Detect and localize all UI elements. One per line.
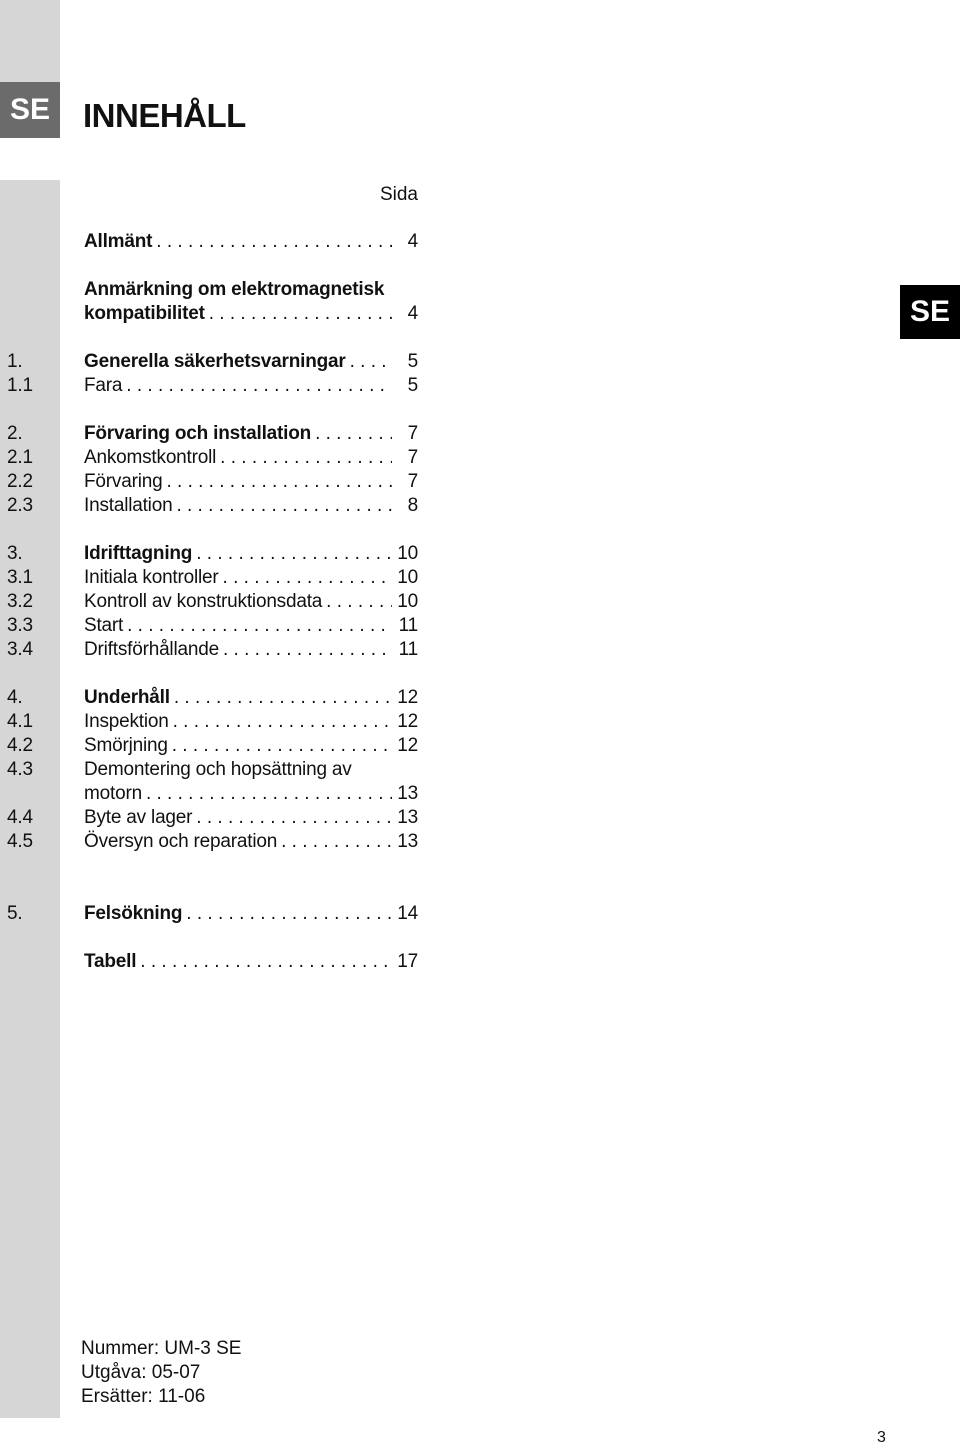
toc-entry-number: 5. bbox=[7, 903, 23, 924]
toc-entry-page: 10 bbox=[397, 567, 418, 588]
toc-entry-title: Demontering och hopsättning av bbox=[84, 759, 352, 780]
toc-entry-title: Tabell bbox=[84, 951, 137, 972]
toc-entry-2[interactable] bbox=[7, 422, 418, 446]
leader-dots bbox=[162, 470, 392, 494]
leader-dots bbox=[142, 782, 392, 806]
leader-dots bbox=[219, 566, 392, 590]
toc-entry-page: 5 bbox=[407, 375, 418, 396]
leader-dots bbox=[216, 446, 392, 470]
toc-entry-number: 4. bbox=[7, 687, 23, 708]
toc-entry-page: 11 bbox=[398, 639, 418, 660]
document-edition: Utgåva: 05-07 bbox=[81, 1362, 201, 1383]
toc-entry-title: Inspektion bbox=[84, 711, 169, 732]
toc-entry-4-2[interactable] bbox=[7, 734, 418, 758]
toc-entry-title: Förvaring och installation bbox=[84, 423, 312, 444]
leader-dots bbox=[122, 374, 392, 398]
toc-entry-page: 5 bbox=[407, 351, 418, 372]
toc-entry-title: Översyn och reparation bbox=[84, 831, 278, 852]
toc-entry-title: kompatibilitet bbox=[84, 303, 205, 324]
toc-entry-title: motorn bbox=[84, 783, 142, 804]
toc-entry-title: Ankomstkontroll bbox=[84, 447, 217, 468]
toc-entry-number: 3.3 bbox=[7, 615, 33, 636]
toc-entry-title: Smörjning bbox=[84, 735, 168, 756]
toc-entry-emc[interactable] bbox=[7, 278, 418, 302]
toc-entry-4-3-continued[interactable] bbox=[7, 782, 418, 806]
toc-entry-allmant[interactable] bbox=[7, 230, 418, 254]
leader-dots bbox=[311, 422, 392, 446]
document-replaces: Ersätter: 11-06 bbox=[81, 1386, 206, 1407]
toc-entry-number: 2.3 bbox=[7, 495, 33, 516]
document-number: Nummer: UM-3 SE bbox=[81, 1338, 242, 1359]
toc-entry-number: 3.2 bbox=[7, 591, 33, 612]
toc-entry-title: Kontroll av konstruktionsdata bbox=[84, 591, 323, 612]
leader-dots bbox=[123, 614, 392, 638]
toc-entry-emc-continued[interactable] bbox=[7, 302, 418, 326]
toc-entry-number: 2.1 bbox=[7, 447, 33, 468]
toc-entry-page: 8 bbox=[407, 495, 418, 516]
toc-entry-page: 4 bbox=[407, 303, 418, 324]
toc-entry-page: 12 bbox=[397, 711, 418, 732]
toc-entry-page: 10 bbox=[397, 543, 418, 564]
toc-entry-page: 7 bbox=[407, 471, 418, 492]
leader-dots bbox=[219, 638, 392, 662]
leader-dots bbox=[172, 494, 392, 518]
toc-entry-page: 12 bbox=[397, 735, 418, 756]
toc-entry-3-4[interactable] bbox=[7, 638, 418, 662]
toc-entry-page: 13 bbox=[397, 783, 418, 804]
page-title: INNEHÅLL bbox=[83, 97, 246, 134]
toc-entry-4-4[interactable] bbox=[7, 806, 418, 830]
leader-dots bbox=[277, 830, 392, 854]
table-of-contents bbox=[7, 230, 418, 974]
leader-dots bbox=[169, 710, 392, 734]
toc-entry-3-3[interactable] bbox=[7, 614, 418, 638]
toc-entry-page: 4 bbox=[407, 231, 418, 252]
toc-entry-3-2[interactable] bbox=[7, 590, 418, 614]
toc-entry-3[interactable] bbox=[7, 542, 418, 566]
toc-entry-title: Underhåll bbox=[84, 687, 170, 708]
toc-entry-page: 12 bbox=[397, 687, 418, 708]
leader-dots bbox=[168, 734, 392, 758]
toc-entry-1-1[interactable] bbox=[7, 374, 418, 398]
toc-entry-4-1[interactable] bbox=[7, 710, 418, 734]
toc-entry-number: 4.4 bbox=[7, 807, 33, 828]
document-info bbox=[81, 1337, 241, 1409]
toc-entry-number: 4.2 bbox=[7, 735, 33, 756]
leader-dots bbox=[170, 686, 392, 710]
toc-entry-number: 4.3 bbox=[7, 759, 33, 780]
toc-entry-title: Idrifttagning bbox=[84, 543, 193, 564]
toc-entry-3-1[interactable] bbox=[7, 566, 418, 590]
page-number: 3 bbox=[877, 1429, 886, 1446]
toc-entry-number: 2. bbox=[7, 423, 23, 444]
language-code-box: SE bbox=[0, 82, 60, 138]
toc-entry-number: 3. bbox=[7, 543, 23, 564]
toc-entry-5[interactable] bbox=[7, 902, 418, 926]
leader-dots bbox=[205, 302, 392, 326]
toc-entry-title: Installation bbox=[84, 495, 173, 516]
top-gray-strip bbox=[0, 0, 60, 82]
leader-dots bbox=[182, 902, 392, 926]
toc-entry-title: Allmänt bbox=[84, 231, 153, 252]
leader-dots bbox=[152, 230, 392, 254]
toc-entry-2-1[interactable] bbox=[7, 446, 418, 470]
toc-entry-2-3[interactable] bbox=[7, 494, 418, 518]
toc-entry-title: Fara bbox=[84, 375, 123, 396]
language-side-tab: SE bbox=[900, 285, 960, 339]
toc-entry-title: Förvaring bbox=[84, 471, 163, 492]
toc-entry-title: Byte av lager bbox=[84, 807, 193, 828]
leader-dots bbox=[192, 806, 392, 830]
toc-entry-number: 1. bbox=[7, 351, 23, 372]
toc-entry-page: 10 bbox=[397, 591, 418, 612]
toc-entry-4-3[interactable] bbox=[7, 758, 418, 782]
toc-entry-number: 4.1 bbox=[7, 711, 33, 732]
leader-dots bbox=[192, 542, 392, 566]
leader-dots bbox=[322, 590, 392, 614]
toc-entry-4-5[interactable] bbox=[7, 830, 418, 854]
toc-entry-page: 7 bbox=[407, 447, 418, 468]
toc-entry-page: 14 bbox=[397, 903, 418, 924]
toc-entry-title: Initiala kontroller bbox=[84, 567, 219, 588]
toc-entry-title: Start bbox=[84, 615, 124, 636]
toc-entry-page: 11 bbox=[398, 615, 418, 636]
toc-entry-page: 17 bbox=[397, 951, 418, 972]
toc-entry-number: 3.4 bbox=[7, 639, 33, 660]
toc-entry-2-2[interactable] bbox=[7, 470, 418, 494]
toc-entry-page: 13 bbox=[397, 807, 418, 828]
toc-entry-page: 7 bbox=[407, 423, 418, 444]
toc-entry-title: Generella säkerhetsvarningar bbox=[84, 351, 346, 372]
toc-entry-title: Felsökning bbox=[84, 903, 183, 924]
toc-entry-tabell[interactable] bbox=[7, 950, 418, 974]
toc-entry-4[interactable] bbox=[7, 686, 418, 710]
toc-entry-number: 4.5 bbox=[7, 831, 33, 852]
toc-entry-number: 2.2 bbox=[7, 471, 33, 492]
toc-page-column-header: Sida bbox=[379, 184, 418, 205]
toc-entry-number: 1.1 bbox=[7, 375, 33, 396]
toc-entry-1[interactable] bbox=[7, 350, 418, 374]
leader-dots bbox=[346, 350, 392, 374]
leader-dots bbox=[136, 950, 392, 974]
toc-entry-title: Anmärkning om elektromagnetisk bbox=[84, 279, 385, 300]
toc-entry-title: Driftsförhållande bbox=[84, 639, 219, 660]
toc-entry-number: 3.1 bbox=[7, 567, 33, 588]
toc-entry-page: 13 bbox=[397, 831, 418, 852]
